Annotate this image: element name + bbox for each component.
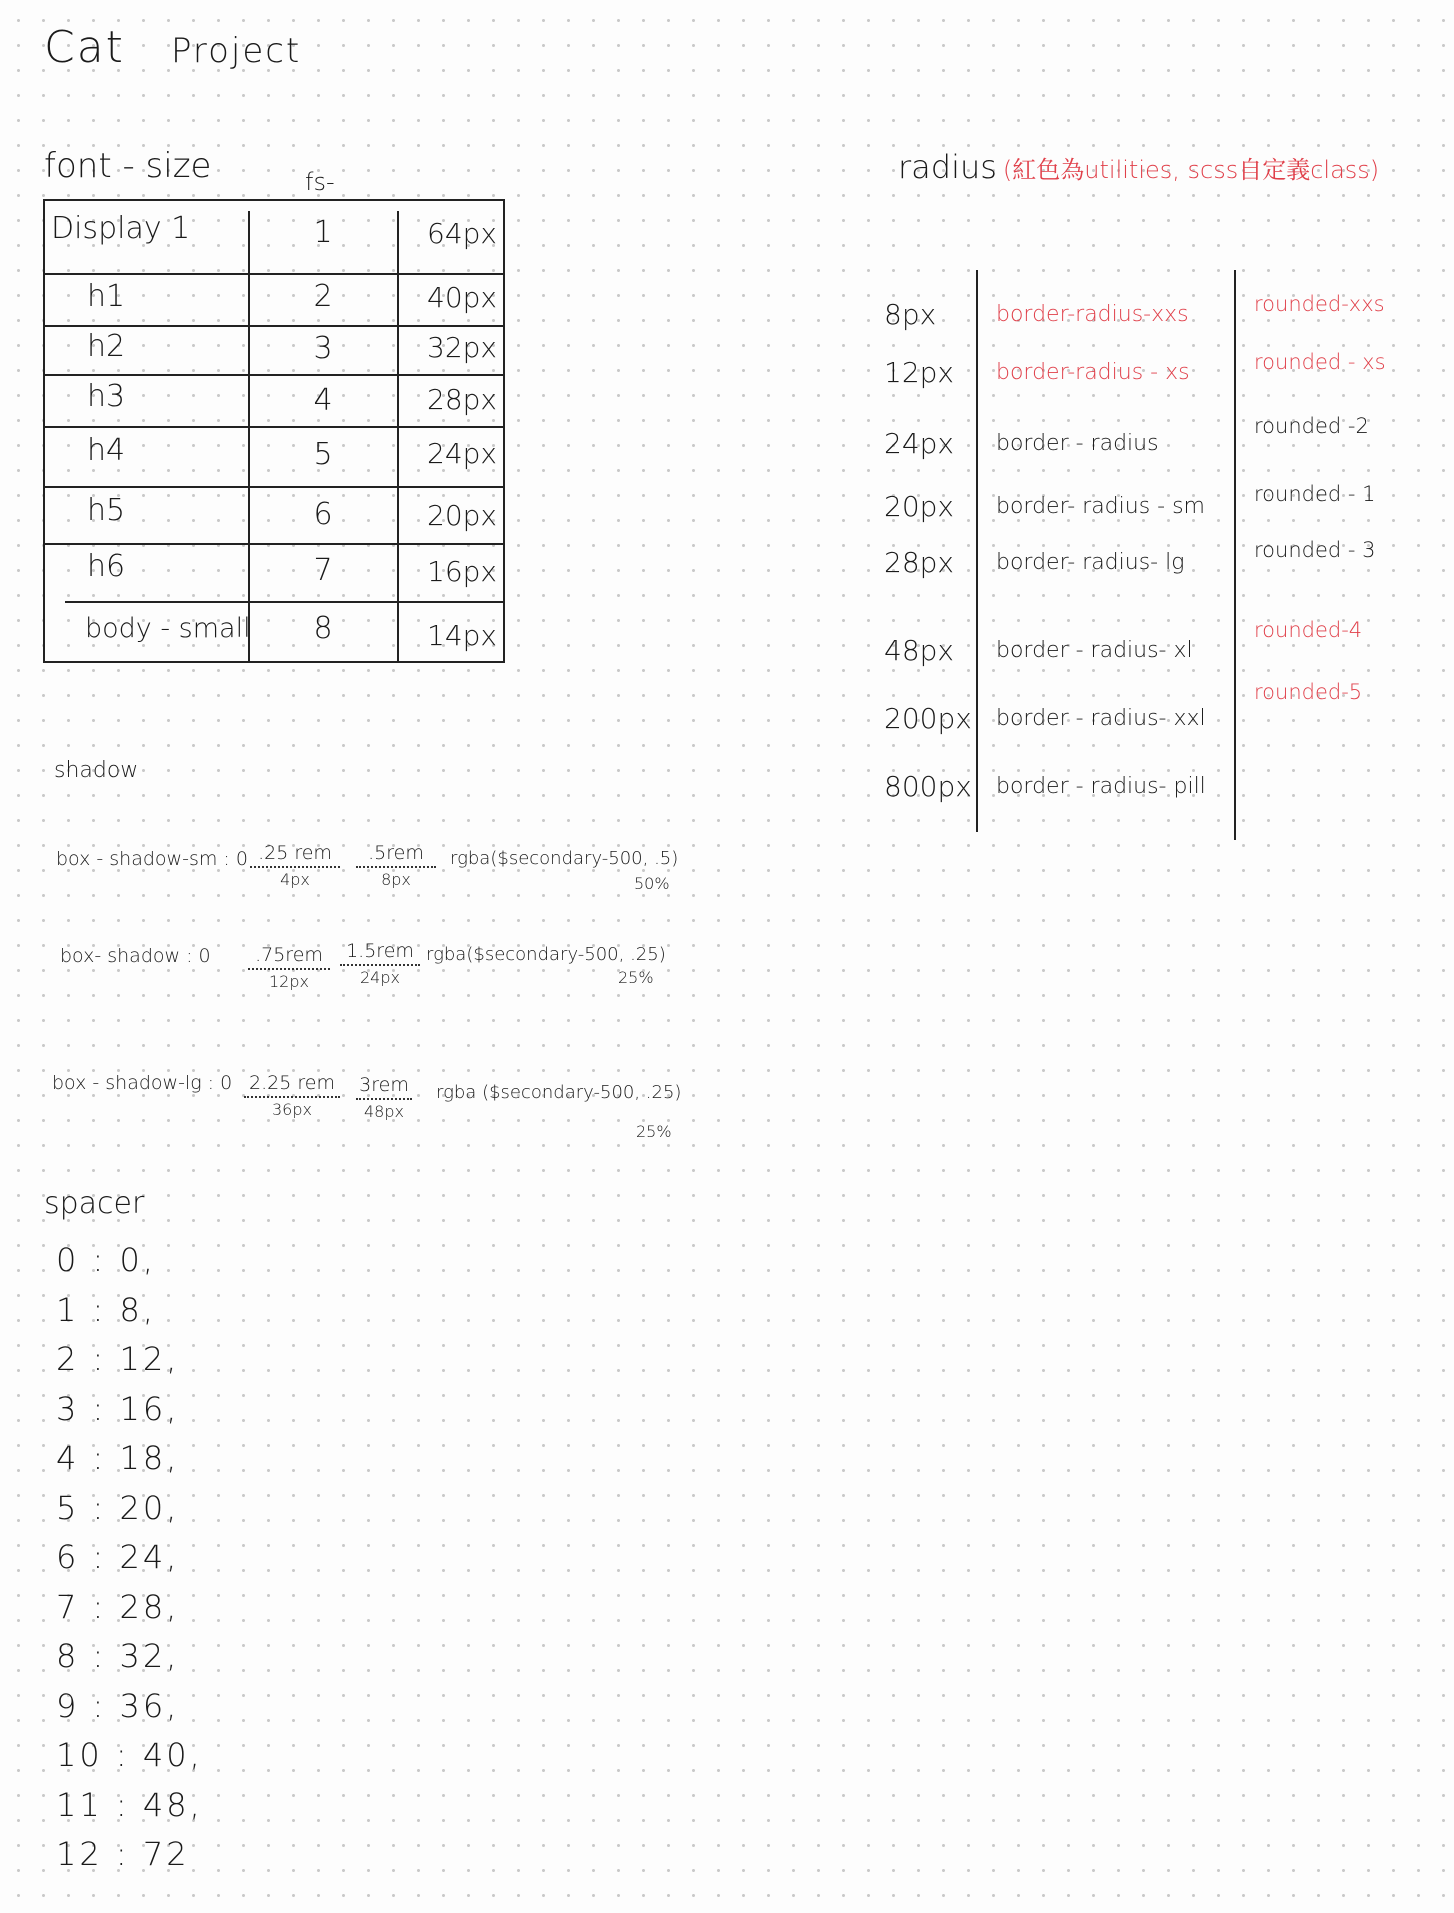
table-row-name: h1 [87, 279, 126, 314]
shadow-percent: 25% [636, 1122, 672, 1141]
table-row-px: 32px [427, 331, 497, 364]
list-item: 1 : 8, [56, 1290, 157, 1329]
radius-px: 800px [884, 770, 972, 803]
table-row-px: 16px [427, 555, 497, 588]
table-row-num: 8 [313, 611, 333, 646]
title-word-project: Project [170, 31, 302, 71]
table-row-num: 6 [313, 497, 333, 532]
radius-px: 20px [884, 490, 954, 523]
list-item: 3 : 16, [56, 1389, 180, 1428]
table-row-num: 5 [313, 437, 333, 472]
table-divider [397, 211, 399, 661]
shadow-y-px: 48px [364, 1102, 404, 1121]
list-item: 2 : 12, [56, 1340, 180, 1378]
shadow-x-value [244, 1072, 340, 1119]
table-divider [45, 543, 503, 545]
radius-px: 8px [884, 298, 937, 331]
shadow-y-rem: 3rem [356, 1074, 412, 1100]
table-row-name: h2 [87, 329, 126, 364]
shadow-rgba: rgba($secondary-500, .5) [450, 848, 679, 869]
table-row-num: 7 [313, 553, 333, 588]
table-row-px: 64px [427, 217, 497, 250]
shadow-rgba: rgba ($secondary-500, .25) [436, 1082, 682, 1103]
font-size-column-label: fs- [305, 168, 335, 196]
table-row-name: Display 1 [51, 211, 191, 246]
radius-class-name: border- radius- lg [996, 550, 1185, 575]
list-item: 7 : 28, [56, 1587, 180, 1626]
radius-class-name: border-radius - xs [996, 360, 1190, 385]
shadow-x-px: 36px [272, 1100, 312, 1119]
shadow-percent: 50% [634, 874, 670, 893]
shadow-y-value [356, 842, 436, 889]
list-item: 10 : 40, [56, 1736, 203, 1774]
shadow-y-value [340, 940, 420, 987]
radius-class-name: border- radius - sm [996, 494, 1205, 519]
table-row-px: 24px [427, 437, 497, 470]
table-row-px: 28px [427, 383, 497, 416]
radius-title: radius [898, 148, 997, 186]
shadow-percent: 25% [618, 968, 654, 987]
list-item: 8 : 32, [56, 1637, 180, 1675]
radius-utility: rounded-xxs [1254, 292, 1385, 316]
radius-px: 28px [884, 546, 954, 579]
shadow-x-px: 12px [269, 972, 309, 991]
radius-utility: rounded-5 [1254, 680, 1363, 704]
radius-px: 12px [884, 356, 954, 389]
list-item: 0 : 0, [56, 1241, 157, 1279]
spacer-list [56, 1236, 203, 1880]
shadow-x-rem: 2.25 rem [244, 1072, 340, 1098]
table-row-px: 20px [427, 499, 497, 532]
list-item: 11 : 48, [56, 1785, 203, 1824]
radius-heading [898, 148, 1379, 186]
table-divider [45, 273, 503, 275]
list-item: 6 : 24, [56, 1538, 180, 1576]
shadow-heading: shadow [54, 758, 139, 783]
table-divider [248, 211, 250, 661]
shadow-row-label: box- shadow : 0 [60, 945, 211, 967]
table-divider [45, 486, 503, 488]
table-row-name: body - small [85, 613, 251, 644]
table-row-name: h3 [87, 379, 126, 414]
radius-class-name: border - radius- xxl [996, 706, 1206, 731]
table-divider [65, 601, 503, 603]
radius-divider [1234, 270, 1236, 840]
shadow-row-label: box - shadow-sm : 0 [56, 848, 248, 870]
list-item: 4 : 18, [56, 1439, 180, 1477]
radius-px: 48px [884, 634, 954, 667]
shadow-y-rem: 1.5rem [340, 940, 420, 966]
spacer-heading: spacer [44, 1186, 145, 1221]
table-row-px: 40px [427, 281, 497, 314]
table-divider [45, 426, 503, 428]
radius-class-name: border - radius- xl [996, 638, 1193, 663]
radius-utility: rounded - 3 [1254, 538, 1376, 562]
shadow-y-px: 24px [360, 968, 400, 987]
radius-class-name: border - radius- pill [996, 774, 1206, 799]
table-row-px: 14px [427, 619, 497, 652]
table-row-num: 4 [313, 383, 333, 418]
shadow-x-rem: .75rem [248, 944, 330, 970]
page-title [44, 22, 301, 73]
shadow-y-rem: .5rem [356, 842, 436, 868]
list-item: 9 : 36, [56, 1686, 180, 1725]
radius-class-name: border-radius-xxs [996, 302, 1189, 327]
radius-utility: rounded -2 [1254, 414, 1369, 438]
shadow-x-px: 4px [280, 870, 310, 889]
radius-px: 200px [884, 702, 972, 735]
list-item: 5 : 20, [56, 1488, 180, 1527]
radius-divider [976, 270, 978, 832]
font-size-table [43, 199, 505, 663]
radius-note: (紅色為utilities, scss自定義class) [1002, 156, 1380, 184]
radius-class-name: border - radius [996, 431, 1159, 456]
table-row-name: h6 [87, 549, 126, 584]
table-row-num: 1 [313, 215, 333, 250]
shadow-x-value [250, 842, 340, 889]
radius-utility: rounded - 1 [1254, 482, 1376, 506]
radius-utility: rounded - xs [1254, 350, 1386, 374]
table-divider [45, 374, 503, 376]
table-row-name: h5 [87, 493, 126, 528]
radius-px: 24px [884, 427, 954, 460]
title-word-cat: Cat [44, 22, 125, 73]
table-row-num: 2 [313, 279, 333, 314]
shadow-y-value [356, 1074, 412, 1121]
table-row-num: 3 [313, 331, 333, 366]
shadow-x-value [248, 944, 330, 991]
table-row-name: h4 [87, 433, 126, 468]
list-item: 12 : 72 [56, 1835, 190, 1873]
shadow-x-rem: .25 rem [250, 842, 340, 868]
shadow-rgba: rgba($secondary-500, .25) [426, 944, 666, 965]
radius-utility: rounded-4 [1254, 618, 1363, 642]
shadow-row-label: box - shadow-lg : 0 [52, 1072, 233, 1094]
shadow-y-px: 8px [381, 870, 411, 889]
table-divider [45, 325, 503, 327]
font-size-heading: font - size [44, 146, 212, 186]
